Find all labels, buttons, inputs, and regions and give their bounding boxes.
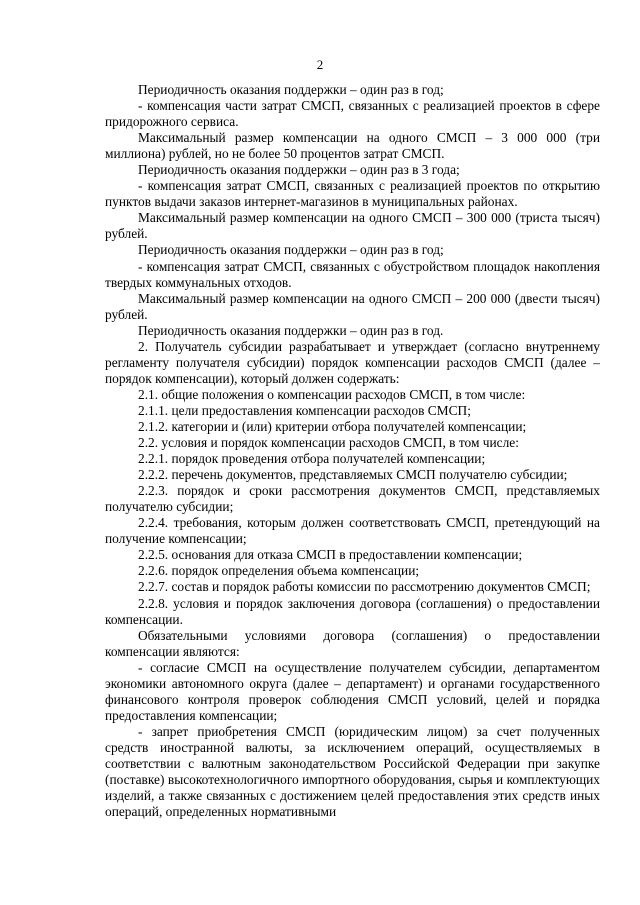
paragraph: 2.1. общие положения о компенсации расходов СМСП, в том числе: (138, 386, 526, 402)
paragraph: - согласие СМСП на осуществление получателем субсидии, департаментом экономики автономного округа (далее – департамент) и органами государственного финансового контроля проверок соблюдения СМСП условий, целей и порядка предоставления компенсации; (105, 659, 600, 723)
paragraph: - компенсация части затрат СМСП, связанных с реализацией проектов в сфере придорожного сервиса. (105, 98, 600, 130)
paragraph: Периодичность оказания поддержки – один раз в 3 года; (138, 162, 460, 178)
paragraph: Периодичность оказания поддержки – один раз в год; (138, 242, 444, 258)
paragraph: 2.1.1. цели предоставления компенсации расходов СМСП; (138, 402, 471, 418)
paragraph: 2.2.8. условия и порядок заключения договора (соглашения) о предоставлении компенсации. (105, 595, 600, 627)
paragraph: 2.2.3. порядок и сроки рассмотрения документов СМСП, представляемых получателю субсидии; (105, 483, 600, 515)
paragraph: 2.2.4. требования, которым должен соответствовать СМСП, претендующий на получение компенсации; (105, 515, 600, 547)
paragraph: Периодичность оказания поддержки – один раз в год. (138, 322, 444, 338)
paragraph: 2.2.7. состав и порядок работы комиссии по рассмотрению документов СМСП; (138, 579, 591, 595)
paragraph: - компенсация затрат СМСП, связанных с реализацией проектов по открытию пунктов выдачи заказов интернет-магазинов в муниципальных районах. (105, 178, 600, 210)
paragraph: Максимальный размер компенсации на одного СМСП – 300 000 (триста тысяч) рублей. (105, 210, 600, 242)
document-body (105, 82, 600, 820)
paragraph: 2. Получатель субсидии разрабатывает и утверждает (согласно внутреннему регламенту получателя субсидии) порядок компенсации расходов СМСП (далее – порядок компенсации), который должен содержать: (105, 338, 600, 386)
paragraph: Периодичность оказания поддержки – один раз в год; (138, 82, 444, 97)
paragraph: Максимальный размер компенсации на одного СМСП – 200 000 (двести тысяч) рублей. (105, 290, 600, 322)
paragraph: Максимальный размер компенсации на одного СМСП – 3 000 000 (три миллиона) рублей, но не более 50 процентов затрат СМСП. (105, 130, 600, 162)
paragraph: - компенсация затрат СМСП, связанных с обустройством площадок накопления твердых коммунальных отходов. (105, 258, 600, 290)
paragraph: 2.2.5. основания для отказа СМСП в предоставлении компенсации; (138, 547, 523, 563)
paragraph: 2.1.2. категории и (или) критерии отбора получателей компенсации; (138, 418, 527, 434)
paragraph: - запрет приобретения СМСП (юридическим лицом) за счет полученных средств иностранной валюты, за исключением операций, осуществляемых в соответствии с валютным законодательством Российской Федерации при закупке (поставке) высокотехнологичного импортного оборудования, сырья и комплектующих изделий, а также связанных с достижением целей предоставления этих средств иных операций, определенных нормативными (105, 723, 600, 820)
paragraph: 2.2. условия и порядок компенсации расходов СМСП, в том числе: (138, 435, 519, 451)
page-number: 2 (316, 57, 324, 72)
paragraph: 2.2.6. порядок определения объема компенсации; (138, 563, 420, 579)
paragraph: Обязательными условиями договора (соглашения) о предоставлении компенсации являются: (105, 627, 600, 659)
paragraph: 2.2.1. порядок проведения отбора получателей компенсации; (138, 451, 486, 467)
paragraph: 2.2.2. перечень документов, представляемых СМСП получателю субсидии; (138, 467, 568, 483)
